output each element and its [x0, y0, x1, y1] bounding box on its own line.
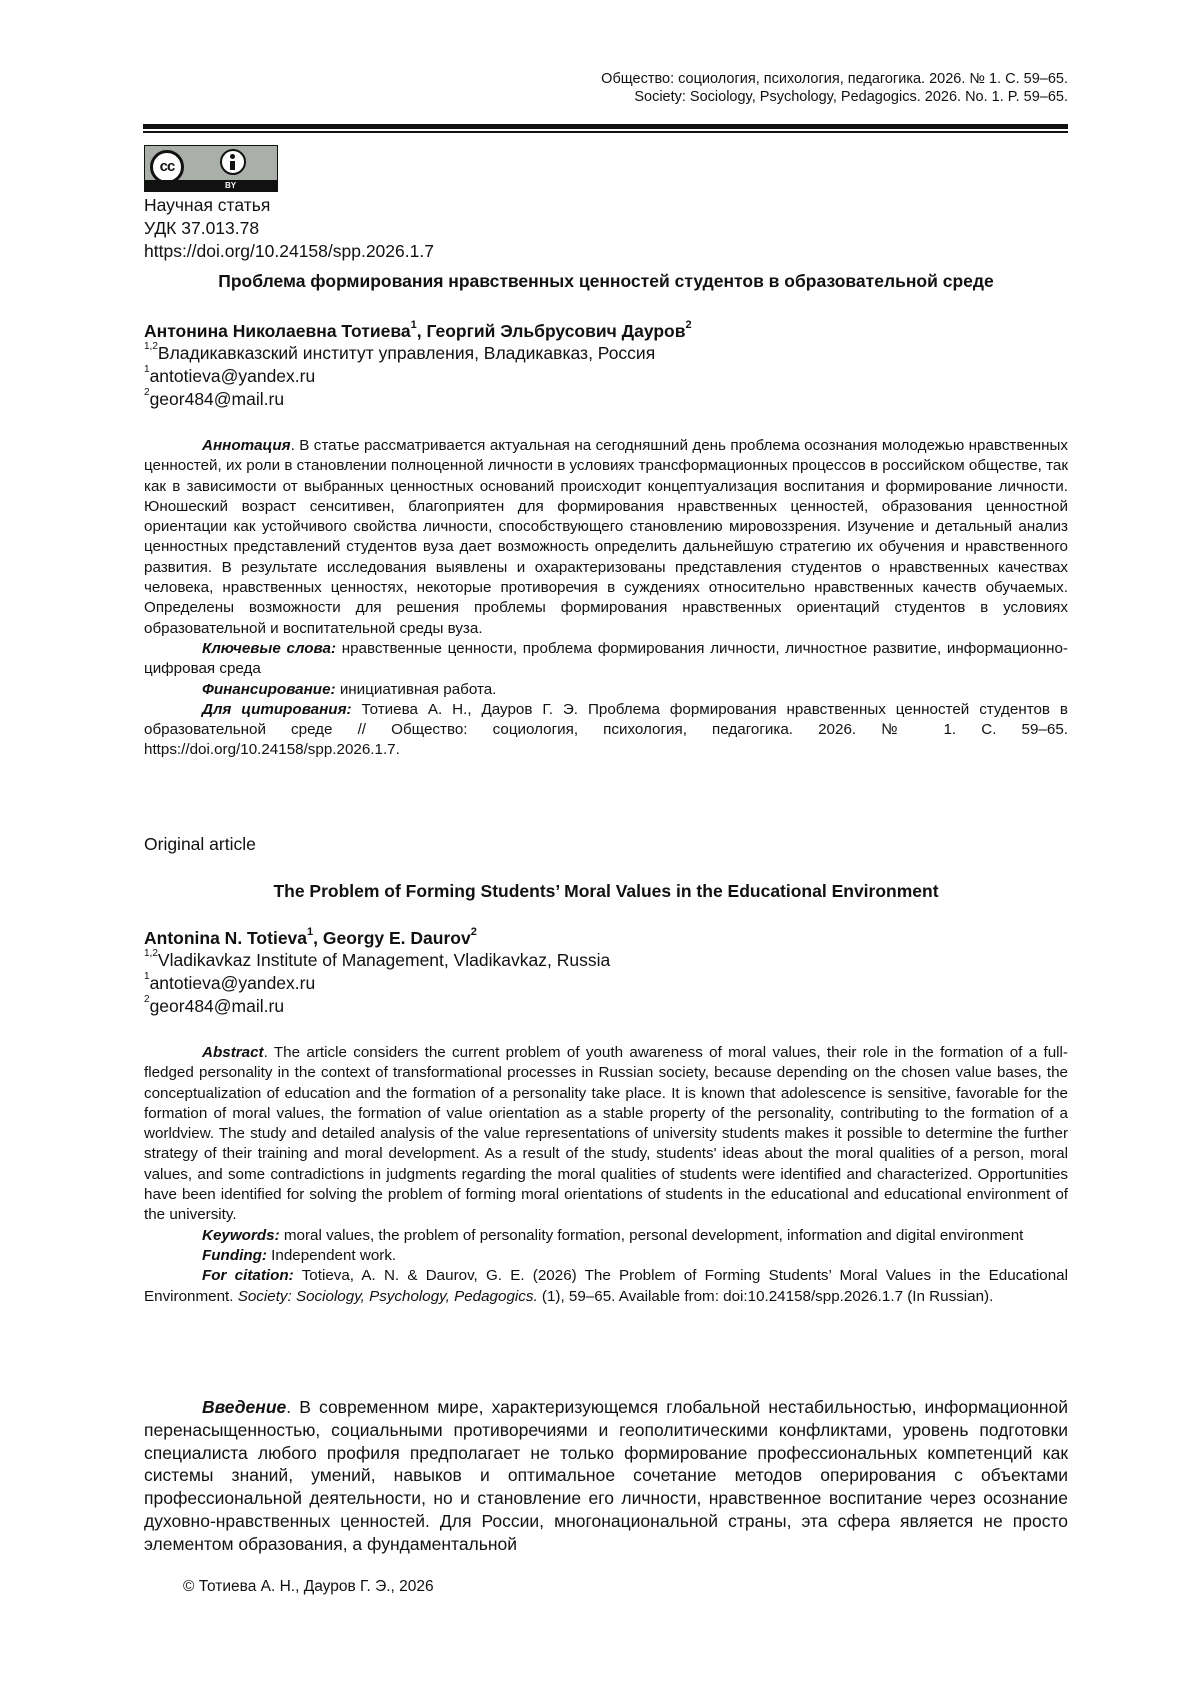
- affiliation-en: $^{1,2}$Vladikavkaz Institute of Management, Vladikavkaz, Russia: [144, 948, 611, 970]
- citation-en: For citation: Totieva, A. N. & Daurov, G. E. (2026) The Problem of Forming Students’ Moral Values in the Educational Environment. Society: Sociology, Psychology, Pedagogics. (1), 59–65. Available from: doi:10.24158/spp.2026.1.7 (In Russian).: [144, 1267, 1069, 1305]
- citation-ru: Для цитирования: Тотиева А. Н., Дауров Г. Э. Проблема формирования нравственных ценностей студентов в образовательной среде // Общество: социология, психология, педагогика. 2026. № 1. С. 59–65. https://doi.org/10.24158/spp.2026.1.7.: [144, 700, 1068, 759]
- cc-icon: cc: [150, 150, 184, 184]
- attribution-person-icon: [220, 149, 246, 175]
- journal-line-en: Society: Sociology, Psychology, Pedagogics. 2026. No. 1. P. 59–65.: [634, 89, 1068, 105]
- authors-ru: Антонина Николаевна Тотиева$^1$, Георгий Эльбрусович Дауров$^2$: [144, 319, 692, 341]
- license-by-label: BY: [225, 181, 237, 190]
- license-strip: [145, 180, 277, 191]
- introduction-paragraph: Введение. В современном мире, характеризующемся глобальной нестабильностью, информационной перенасыщенностью, социальными противоречиями и геополитическими конфликтами, уровень подготовки специалиста любого профиля предполагает не только формирование профессиональных компетенций как системы знаний, умений, навыков и оптимальное сочетание методов оперирования с объектами профессиональной деятельности, но и становление его личности, нравственное воспитание через осознание духовно-нравственных ценностей. Для России, многонациональной страны, эта сфера является не просто элементом образования, а фундаментальной: [144, 1397, 1068, 1554]
- abstract-block-ru: [144, 436, 1068, 761]
- article-type-ru: Научная статья: [144, 195, 271, 215]
- creative-commons-by-icon: [144, 145, 278, 192]
- introduction-section: [144, 1396, 1068, 1556]
- journal-header: [601, 70, 1068, 106]
- header-rule-thin: [143, 131, 1068, 133]
- funding-en: Funding: Independent work.: [202, 1246, 397, 1264]
- email-2-en[interactable]: $^2$geor484@mail.ru: [144, 994, 285, 1016]
- affiliation-block-ru: [144, 342, 655, 411]
- article-title-en: The Problem of Forming Students’ Moral Values in the Educational Environment: [273, 881, 939, 901]
- article-type-en: Original article: [144, 834, 256, 854]
- abstract-ru: Аннотация. В статье рассматривается актуальная на сегодняшний день проблема осознания молодежью нравственных ценностей, их роли в становлении полноценной личности в условиях трансформационных процессов в российском обществе, так как в зависимости от выбранных ценностных оснований происходит концептуализация воспитания и формирование личности. Юношеский возраст сенситивен, благоприятен для формирования нравственных ценностей, образования ценностной ориентации как устойчивого свойства личности, способствующего становлению мировоззрения. Изучение и детальный анализ ценностных представлений студентов вуза дает возможность определить дальнейшую стратегию их обучения и нравственного развития. В результате исследования выявлены и охарактеризованы представления студентов о нравственных качествах человека, нравственных ценностях, некоторые противоречия в суждениях относительно нравственных качеств обучаемых. Определены возможности для решения проблемы формирования нравственных ориентаций студентов в условиях образовательной и воспитательной среды вуза.: [144, 437, 1068, 637]
- author-1-en: Antonina N. Totieva: [144, 928, 308, 948]
- doi-link[interactable]: https://doi.org/10.24158/spp.2026.1.7: [144, 241, 434, 261]
- authors-en: Antonina N. Totieva$^1$, Georgy E. Daurov$^2$: [144, 926, 477, 948]
- author-2-en: Georgy E. Daurov: [322, 928, 471, 948]
- keywords-ru: Ключевые слова: нравственные ценности, проблема формирования личности, личностное развитие, информационно-цифровая среда: [144, 639, 1068, 678]
- author-1-ru: Антонина Николаевна Тотиева: [144, 321, 411, 341]
- abstract-en: Abstract. The article considers the current problem of youth awareness of moral values, their role in the formation of a full-fledged personality in the context of transformational processes in Russian society, because depending on the chosen value bases, the conceptualization of education and the formation of a personality take place. It is known that adolescence is sensitive, favorable for the formation of moral values, the formation of value orientation as a stable property of the personality, contributing to the formation of a worldview. The study and detailed analysis of the value representations of university students makes it possible to determine the further strategy of their training and moral development. As a result of the study, students' ideas about the moral qualities of a person, moral values, and some contradictions in judgments regarding the moral qualities of students were identified and characterized. Opportunities have been identified for solving the problem of forming moral orientations of students in the educational and educational environment of the university.: [144, 1044, 1068, 1224]
- header-rule-thick: [143, 124, 1068, 129]
- copyright-notice: © Тотиева А. Н., Дауров Г. Э., 2026: [183, 1578, 434, 1595]
- journal-line-ru: Общество: социология, психология, педагогика. 2026. № 1. С. 59–65.: [601, 71, 1068, 87]
- udk: УДК 37.013.78: [144, 218, 260, 238]
- email-1-ru[interactable]: $^1$antotieva@yandex.ru: [144, 364, 316, 386]
- article-title-ru: Проблема формирования нравственных ценностей студентов в образовательной среде: [218, 271, 994, 291]
- funding-ru: Финансирование: инициативная работа.: [202, 680, 497, 698]
- author-2-ru: Георгий Эльбрусович Дауров: [426, 321, 686, 341]
- email-1-en[interactable]: $^1$antotieva@yandex.ru: [144, 971, 316, 993]
- email-2-ru[interactable]: $^2$geor484@mail.ru: [144, 387, 285, 409]
- abstract-block-en: [144, 1043, 1068, 1307]
- affiliation-ru: $^{1,2}$Владикавказский институт управления, Владикавказ, Россия: [144, 341, 656, 363]
- article-meta-ru: [144, 194, 434, 263]
- keywords-en: Keywords: moral values, the problem of personality formation, personal development, information and digital environment: [202, 1226, 1024, 1244]
- affiliation-block-en: [144, 949, 610, 1018]
